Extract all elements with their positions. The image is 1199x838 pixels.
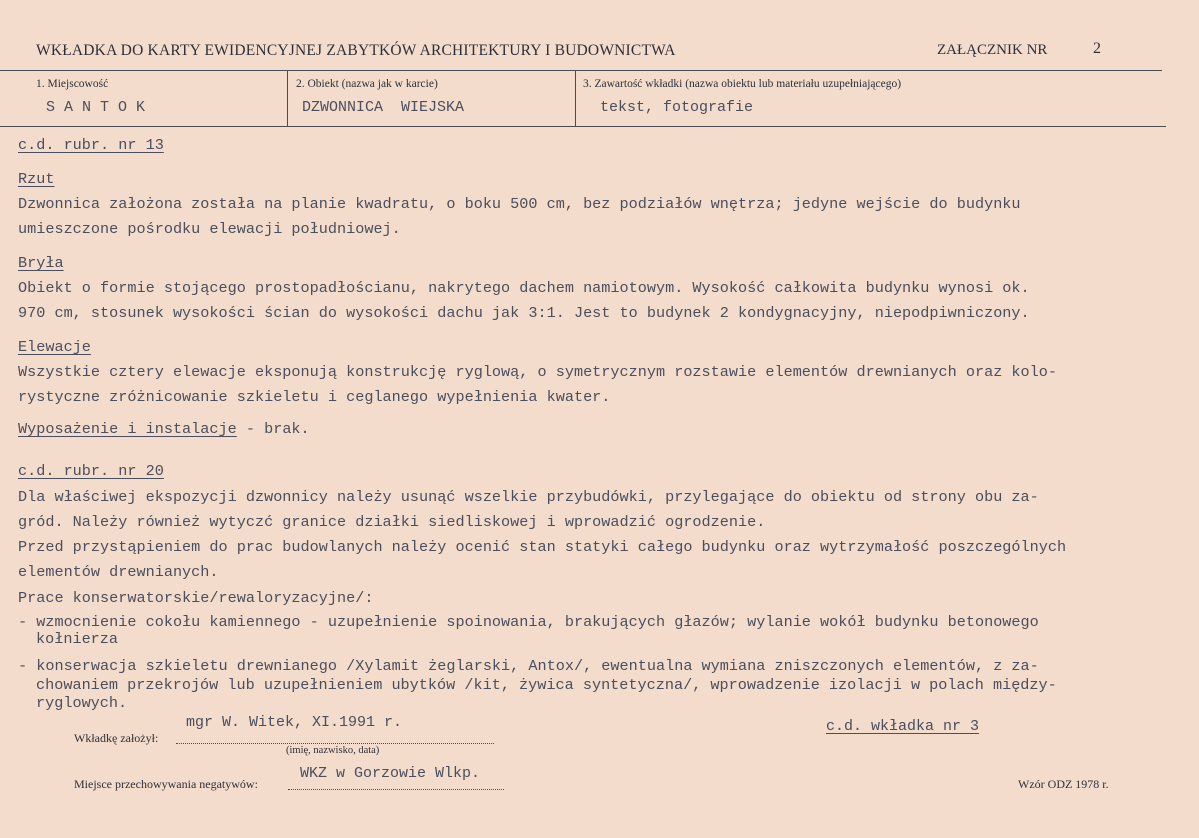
elewacje-line-1: Wszystkie cztery elewacje eksponują konstrukcję ryglową, o symetrycznym rozstawie elementów drewnianych oraz kolo- [18,363,1057,381]
bullet-2-line-3: ryglowych. [36,694,128,712]
form-title: WKŁADKA DO KARTY EWIDENCYJNEJ ZABYTKÓW ARCHITEKTURY I BUDOWNICTWA [36,42,676,59]
author-hint: (imię, nazwisko, data) [286,745,380,756]
header-top-rule [0,70,1162,71]
negatives-label: Miejsce przechowywania negatywów: [74,777,258,791]
rubric-20-line-2: gród. Należy również wytyczć granice działki siedliskowej i wprowadzić ogrodzenie. [18,513,766,531]
field-2-value: DZWONNICA WIEJSKA [302,99,465,116]
bullet-1-line-2: kołnierza [36,630,119,648]
field-1-value: S A N T O K [46,99,146,116]
rubric-20-line-3: Przed przystąpieniem do prac budowlanych należy ocenić stan statyki całego budynku oraz wytrzymałość poszczególnych [18,538,1067,556]
author-label: Wkładkę założył: [74,731,159,745]
section-elewacje-heading: Elewacje [18,338,91,356]
field-3-value: tekst, fotografie [600,99,754,116]
bullet-2-line-1: - konserwacja szkieletu drewnianego /Xylamit żeglarski, Antox/, ewentualna wymiana zniszczonych elementów, z za- [18,657,1039,675]
section-bryla-heading: Bryła [18,254,64,272]
attachment-number: 2 [1093,40,1101,57]
negatives-dotted-line [288,789,504,790]
column-divider-1 [287,71,288,126]
attachment-label: ZAŁĄCZNIK NR [937,42,1048,58]
field-3-label: 3. Zawartość wkładki (nazwa obiektu lub materiału uzupełniającego) [583,78,902,90]
bullet-2-line-2: chowaniem przekrojów lub uzupełnieniem ubytków /kit, żywica syntetyczna/, wprowadzenie izolacji w polach między- [36,676,1057,694]
rubric-20-line-1: Dla właściwej ekspozycji dzwonnicy należy usunąć wszelkie przybudówki, przylegające do obiektu od strony obu za- [18,488,1039,506]
author-value: mgr W. Witek, XI.1991 r. [186,714,403,731]
bryla-line-2: 970 cm, stosunek wysokości ścian do wysokości dachu jak 3:1. Jest to budynek 2 kondygnacyjny, niepodpiwniczony. [18,304,1030,322]
prace-heading: Prace konserwatorskie/rewaloryzacyjne/: [18,589,374,607]
column-divider-2 [575,71,576,126]
form-code: Wzór ODZ 1978 r. [1018,777,1109,791]
section-rzut-heading: Rzut [18,170,55,188]
rzut-line-2: umieszczone pośrodku elewacji południowej. [18,220,401,238]
author-dotted-line [176,743,494,744]
continuation-rubric-20: c.d. rubr. nr 20 [18,462,164,480]
wyposazenie-value: - brak. [236,420,310,438]
rzut-line-1: Dzwonnica założona została na planie kwadratu, o boku 500 cm, bez podziałów wnętrza; jedyne wejście do budynku [18,195,1021,213]
header-bottom-rule [0,126,1166,127]
section-wyposazenie-heading: Wyposażenie i instalacje [18,420,237,438]
bryla-line-1: Obiekt o formie stojącego prostopadłościanu, nakrytego dachem namiotowym. Wysokość całkowita budynku wynosi ok. [18,279,1030,297]
negatives-value: WKZ w Gorzowie Wlkp. [300,765,481,782]
wyposazenie-line [18,420,310,438]
continued-insert: c.d. wkładka nr 3 [826,718,980,735]
bullet-1-line-1: - wzmocnienie cokołu kamiennego - uzupełnienie spoinowania, brakujących głazów; wylanie wokół budynku betonowego [18,613,1039,631]
field-1-label: 1. Miejscowość [36,78,109,90]
elewacje-line-2: rystyczne zróżnicowanie szkieletu i ceglanego wypełnienia kwater. [18,388,611,406]
continuation-rubric-13: c.d. rubr. nr 13 [18,136,164,154]
field-2-label: 2. Obiekt (nazwa jak w karcie) [296,78,438,90]
rubric-20-line-4: elementów drewnianych. [18,563,219,581]
